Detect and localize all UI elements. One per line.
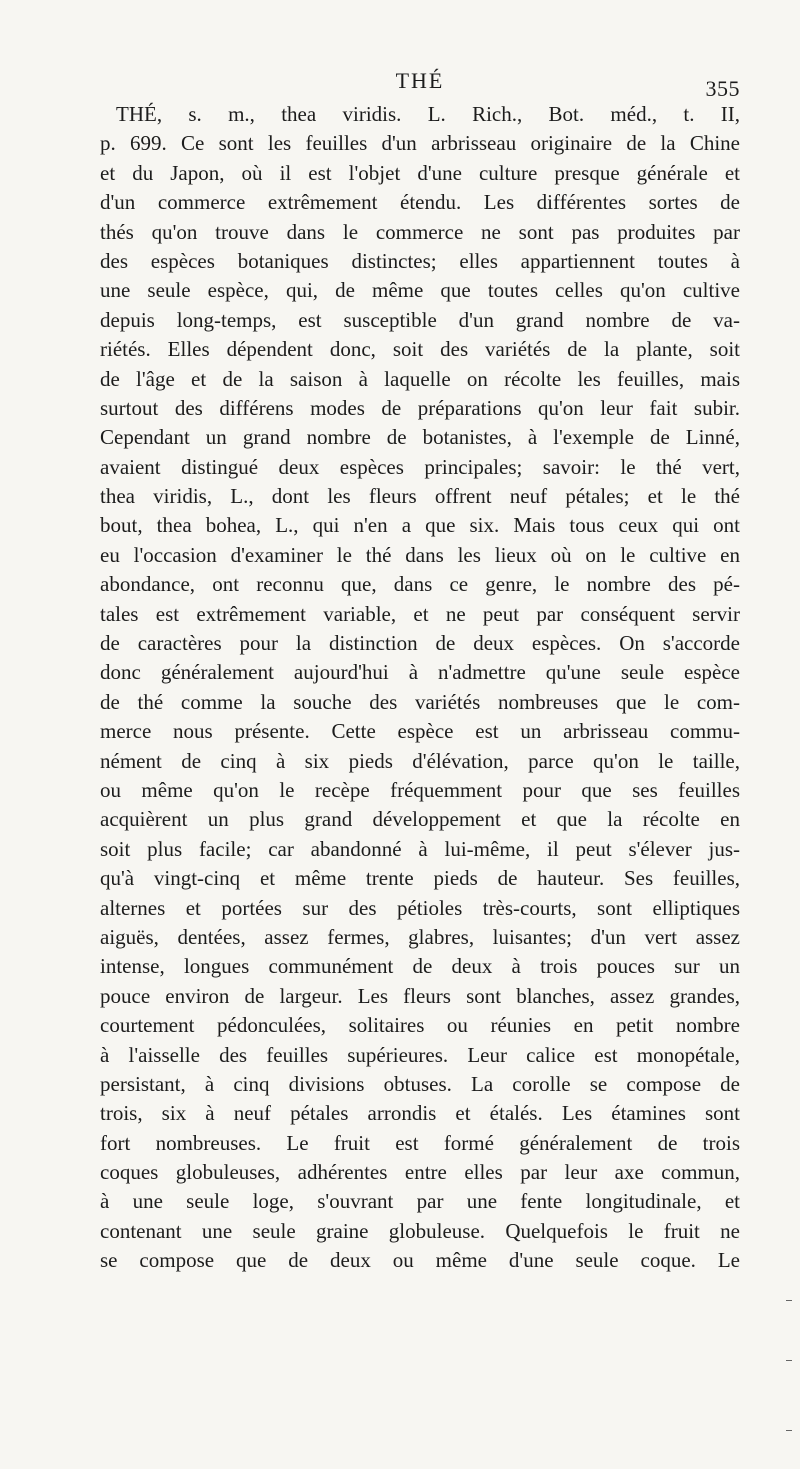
text-line: acquièrent un plus grand développement et que la récolte en: [100, 807, 740, 832]
text-line: riétés. Elles dépendent donc, soit des variétés de la plante, soit: [100, 337, 740, 362]
page-number: 355: [705, 76, 740, 101]
text-line: et du Japon, où il est l'objet d'une culture presque générale et: [100, 160, 740, 185]
text-line: p. 699. Ce sont les feuilles d'un arbrisseau originaire de la Chine: [100, 131, 740, 156]
text-line: à l'aisselle des feuilles supérieures. Leur calice est monopétale,: [100, 1042, 740, 1067]
text-line: pouce environ de largeur. Les fleurs sont blanches, assez grandes,: [100, 983, 740, 1008]
text-line: se compose que de deux ou même d'une seule coque. Le: [100, 1248, 740, 1273]
scan-edge-mark: [786, 1300, 792, 1301]
text-line: de l'âge et de la saison à laquelle on récolte les feuilles, mais: [100, 366, 740, 391]
text-line: persistant, à cinq divisions obtuses. La corolle se compose de: [100, 1071, 740, 1096]
text-line: trois, six à neuf pétales arrondis et étalés. Les étamines sont: [100, 1101, 740, 1126]
text-line: de thé comme la souche des variétés nombreuses que le com-: [100, 689, 740, 714]
text-line: ou même qu'on le recèpe fréquemment pour que ses feuilles: [100, 777, 740, 802]
text-line: abondance, ont reconnu que, dans ce genre, le nombre des pé-: [100, 572, 740, 597]
text-line: thea viridis, L., dont les fleurs offrent neuf pétales; et le thé: [100, 484, 740, 509]
text-line: à une seule loge, s'ouvrant par une fente longitudinale, et: [100, 1189, 740, 1214]
text-line: des espèces botaniques distinctes; elles appartiennent toutes à: [100, 248, 740, 273]
article-body: [100, 100, 740, 1276]
text-line: coques globuleuses, adhérentes entre elles par leur axe commun,: [100, 1160, 740, 1185]
scan-edge-mark: [786, 1430, 792, 1431]
text-line: fort nombreuses. Le fruit est formé généralement de trois: [100, 1130, 740, 1155]
text-line: donc généralement aujourd'hui à n'admettre qu'une seule espèce: [100, 660, 740, 685]
text-line: Cependant un grand nombre de botanistes, à l'exemple de Linné,: [100, 425, 740, 450]
text-line: depuis long-temps, est susceptible d'un grand nombre de va-: [100, 307, 740, 332]
text-line: surtout des différens modes de préparations qu'on leur fait subir.: [100, 395, 740, 420]
text-line: nément de cinq à six pieds d'élévation, parce qu'on le taille,: [100, 748, 740, 773]
text-line: contenant une seule graine globuleuse. Quelquefois le fruit ne: [100, 1218, 740, 1243]
text-line: avaient distingué deux espèces principales; savoir: le thé vert,: [100, 454, 740, 479]
text-line: qu'à vingt-cinq et même trente pieds de hauteur. Ses feuilles,: [100, 866, 740, 891]
running-head: [100, 68, 740, 101]
text-line: thés qu'on trouve dans le commerce ne sont pas produites par: [100, 219, 740, 244]
scan-edge-mark: [786, 1360, 792, 1361]
text-line: eu l'occasion d'examiner le thé dans les lieux où on le cultive en: [100, 542, 740, 567]
text-line: courtement pédonculées, solitaires ou réunies en petit nombre: [100, 1013, 740, 1038]
text-line: soit plus facile; car abandonné à lui-même, il peut s'élever jus-: [100, 836, 740, 861]
text-line: une seule espèce, qui, de même que toutes celles qu'on cultive: [100, 278, 740, 303]
text-line: de caractères pour la distinction de deux espèces. On s'accorde: [100, 631, 740, 656]
text-line: THÉ, s. m., thea viridis. L. Rich., Bot. méd., t. II,: [116, 102, 740, 126]
running-title: THÉ: [395, 68, 445, 93]
text-line: bout, thea bohea, L., qui n'en a que six. Mais tous ceux qui ont: [100, 513, 740, 538]
text-line: aiguës, dentées, assez fermes, glabres, luisantes; d'un vert assez: [100, 924, 740, 949]
text-line: merce nous présente. Cette espèce est un arbrisseau commu-: [100, 719, 740, 744]
text-line: tales est extrêmement variable, et ne peut par conséquent servir: [100, 601, 740, 626]
text-line: alternes et portées sur des pétioles très-courts, sont elliptiques: [100, 895, 740, 920]
text-line: d'un commerce extrêmement étendu. Les différentes sortes de: [100, 190, 740, 215]
text-line: intense, longues communément de deux à trois pouces sur un: [100, 954, 740, 979]
